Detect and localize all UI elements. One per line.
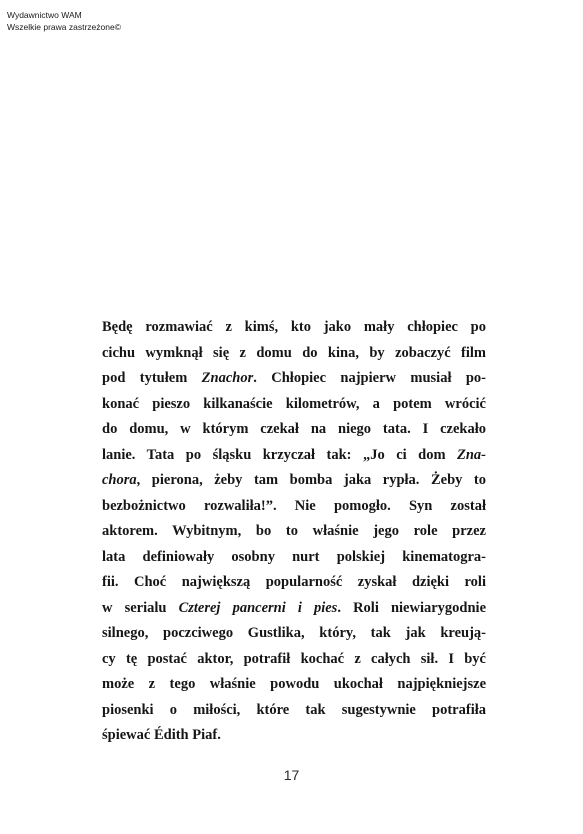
text-line — [102, 443, 486, 469]
text-run: bezbożnictwo rozwaliła!”. Nie pomogło. Syn został — [102, 497, 486, 514]
text-line — [102, 468, 486, 494]
text-run: śpiewać Édith Piaf. — [102, 727, 221, 743]
text-run: silnego, poczciwego Gustlika, który, tak jak kreują- — [102, 625, 486, 641]
text-line — [102, 698, 486, 724]
text-run: może z tego właśnie powodu ukochał najpiękniejsze — [102, 676, 486, 692]
text-line — [102, 341, 486, 367]
text-run: konać pieszo kilkanaście kilometrów, a potem wrócić — [102, 395, 486, 412]
text-run: cichu wymknął się z domu do kina, by zobaczyć film — [102, 344, 486, 361]
italic-title: Czterej pancerni i pies — [178, 599, 338, 616]
text-run: Będę rozmawiać z kimś, kto jako mały chłopiec po — [102, 319, 486, 335]
publisher-header — [7, 9, 121, 33]
text-run: aktorem. Wybitnym, bo to właśnie jego role przez — [102, 523, 486, 539]
text-line — [102, 672, 486, 698]
text-run: w serialu — [102, 599, 179, 616]
text-run: pod tytułem — [102, 370, 202, 386]
copyright-notice: Wszelkie prawa zastrzeżone© — [7, 22, 121, 32]
text-line — [102, 621, 486, 647]
text-run: . Roli niewiarygodnie — [337, 599, 487, 616]
italic-title: Znachor — [201, 370, 254, 386]
text-run: . Chłopiec najpierw musiał po- — [253, 370, 486, 386]
text-line — [102, 723, 486, 749]
text-line — [102, 494, 486, 520]
text-run: piosenki o miłości, które tak sugestywnie potrafiła — [102, 701, 486, 718]
text-line — [102, 392, 486, 418]
italic-title: chora — [102, 472, 137, 488]
body-paragraph — [102, 315, 486, 749]
text-line — [102, 366, 486, 392]
text-run: , pierona, żeby tam bomba jaka rypła. Żeby to — [136, 472, 486, 488]
text-line — [102, 519, 486, 545]
text-run: lanie. Tata po śląsku krzyczał tak: „Jo ci dom — [102, 446, 457, 463]
text-line — [102, 570, 486, 596]
text-run: lata definiowały osobny nurt polskiej kinematogra- — [102, 548, 486, 565]
text-line — [102, 647, 486, 673]
page-number: 17 — [283, 767, 300, 783]
text-line — [102, 315, 486, 341]
text-line — [102, 545, 486, 571]
italic-title: Zna- — [457, 446, 486, 463]
text-run: fii. Choć największą popularność zyskał dzięki roli — [102, 574, 486, 590]
text-line — [102, 417, 486, 443]
publisher-name: Wydawnictwo WAM — [7, 10, 82, 20]
text-run: do domu, w którym czekał na niego tata. I czekało — [102, 421, 486, 437]
text-run: cy tę postać aktor, potrafił kochać z całych sił. I być — [102, 650, 486, 667]
text-line — [102, 596, 486, 622]
